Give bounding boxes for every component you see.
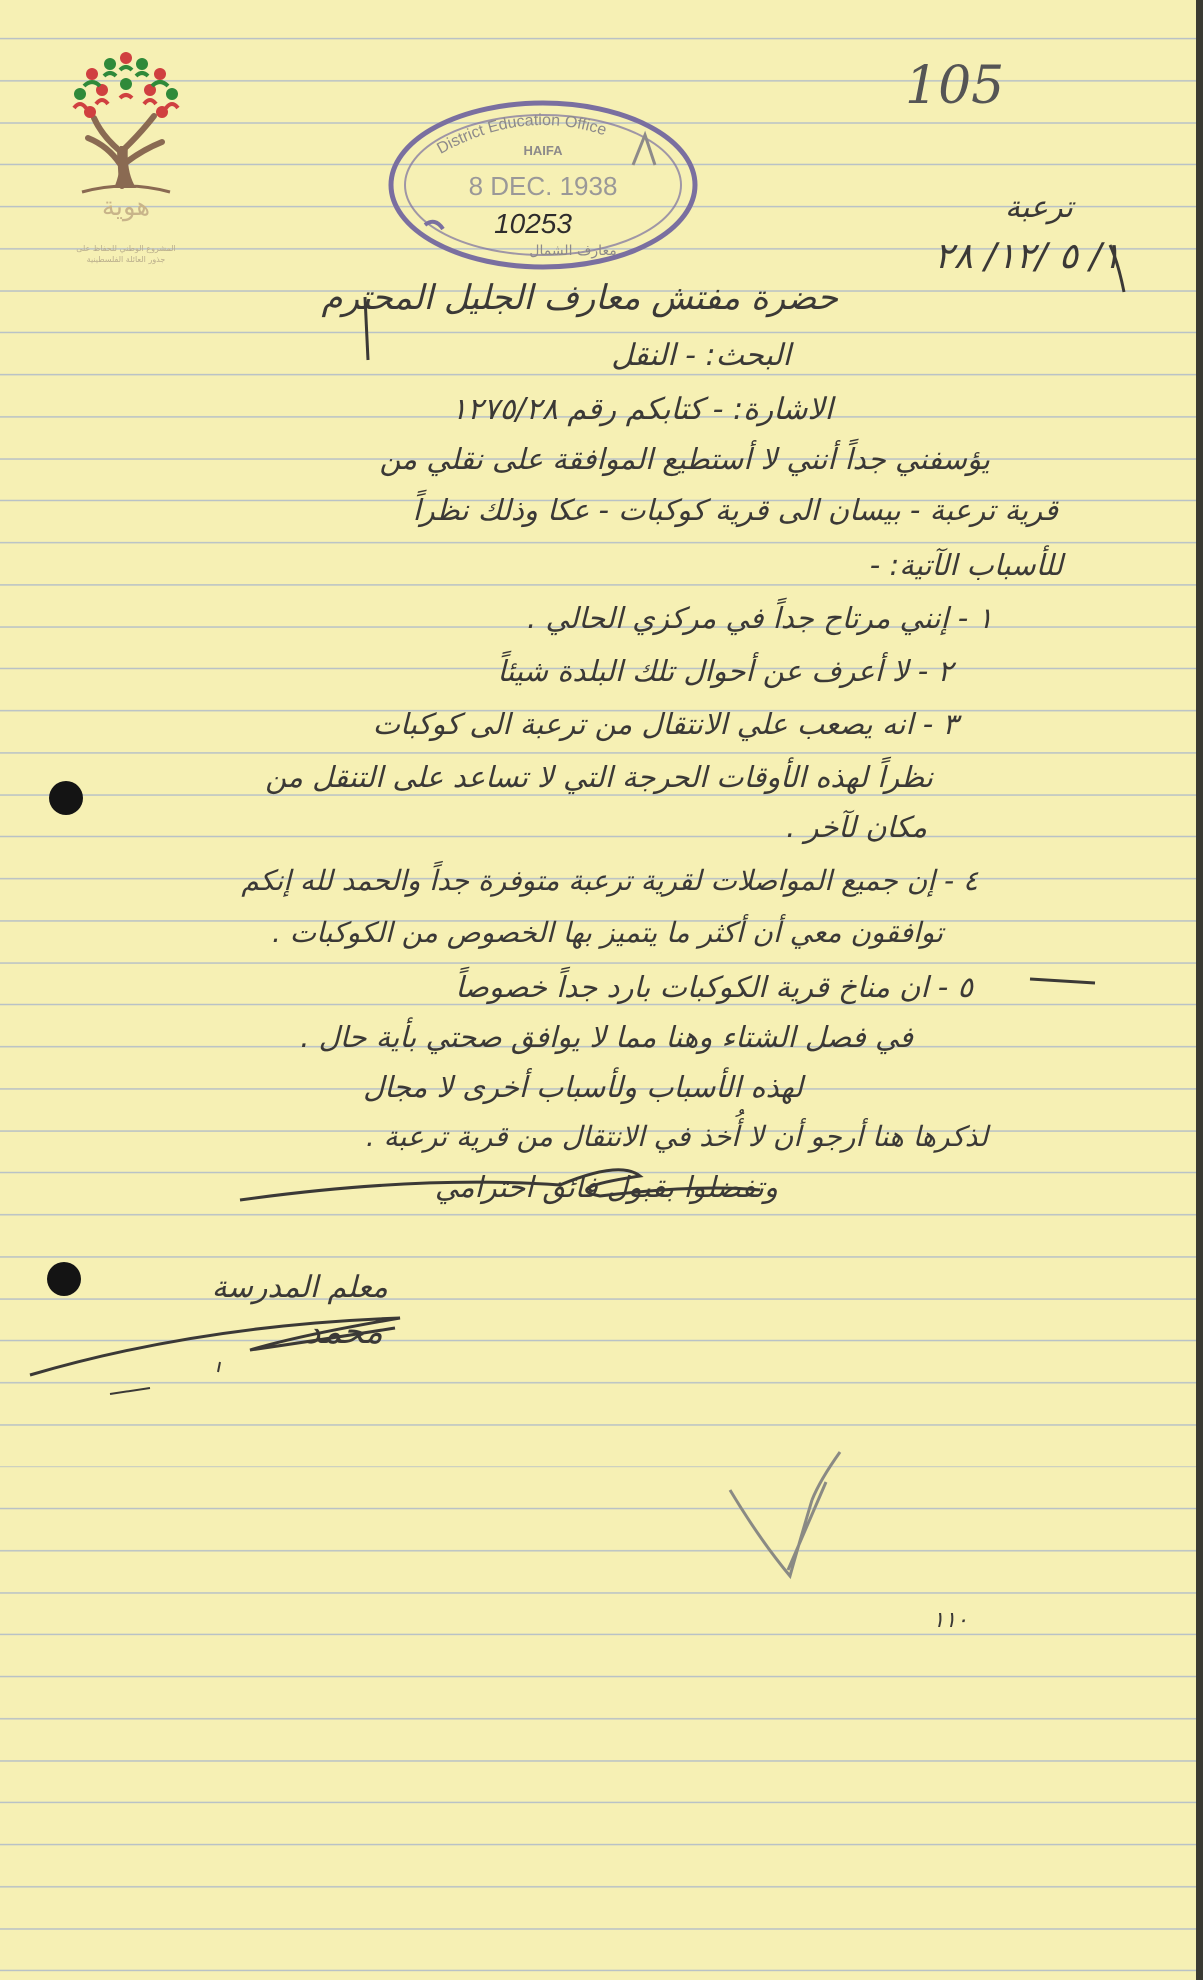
archive-logo-subtitle: المشروع الوطني للحفاظ على (76, 244, 176, 253)
addressee-line: حضرة مفتش معارف الجليل المحترم (321, 278, 838, 318)
body-line-4: ١ - إنني مرتاح جداً في مركزي الحالي . (527, 601, 993, 635)
body-line-5: ٢ - لا أعرف عن أحوال تلك البلدة شيئاً (497, 654, 953, 688)
reference-line: الاشارة: - كتابكم رقم ١٢٧٥/٢٨ (451, 392, 833, 427)
body-line-8: مكان لآخر . (786, 810, 927, 844)
body-line-6: ٣ - انه يصعب علي الانتقال من ترعبة الى كوكبات (372, 707, 958, 741)
letter-place: ترعبة (1005, 190, 1073, 225)
closing-line: وتفضلوا بقبول فائق احترامي (434, 1170, 778, 1204)
body-line-7: نظراً لهذه الأوقات الحرجة التي لا تساعد على التنقل من (265, 760, 933, 794)
letter-date: ١/ ٥ /١٢/ ٢٨ (934, 236, 1121, 277)
stamp-arabic-text: معارف الشمال (529, 243, 617, 259)
body-line-3: للأسباب الآتية: - (869, 548, 1063, 582)
stamp-number: 10253 (494, 208, 572, 239)
signature-flourish (30, 1318, 400, 1375)
signature-name: محمد (305, 1312, 383, 1352)
signature-title: معلم المدرسة (211, 1270, 388, 1305)
stamp-city: HAIFA (523, 143, 563, 158)
body-line-14: لذكرها هنا أرجو أن لا أُخذ في الانتقال من قرية ترعبة . (365, 1120, 988, 1153)
archive-logo-subtitle-2: جذور العائلة الفلسطينية (86, 255, 166, 264)
body-line-9: ٤ - إن جميع المواصلات لقرية ترعبة متوفرة جداً والحمد لله إنكم (241, 864, 978, 897)
bottom-mark: ١١٠ (932, 1608, 968, 1633)
folio-number: 105 (905, 56, 1005, 116)
closing-flourish (240, 1170, 760, 1200)
archive-logo-title: هوية (101, 192, 151, 222)
body-line-1: يؤسفني جداً أنني لا أستطيع الموافقة على نقلي من (379, 442, 990, 476)
subject-line: البحث: - النقل (611, 338, 791, 373)
body-line-10: توافقون معي أن أكثر ما يتميز بها الخصوص من الكوكبات . (271, 916, 943, 949)
body-line-13: لهذه الأسباب ولأسباب أخرى لا مجال (363, 1070, 803, 1104)
check-mark (730, 1452, 840, 1576)
body-line-12: في فصل الشتاء وهنا مما لا يوافق صحتي بأية حال . (300, 1020, 913, 1054)
stamp-office-path: District Education Office (434, 111, 609, 158)
stamp-date: 8 DEC. 1938 (468, 171, 618, 201)
body-line-2: قرية ترعبة - بيسان الى قرية كوكبات - عكا وذلك نظراً (412, 493, 1058, 527)
body-line-11: ٥ - ان مناخ قرية الكوكبات بارد جداً خصوصاً (455, 970, 973, 1004)
